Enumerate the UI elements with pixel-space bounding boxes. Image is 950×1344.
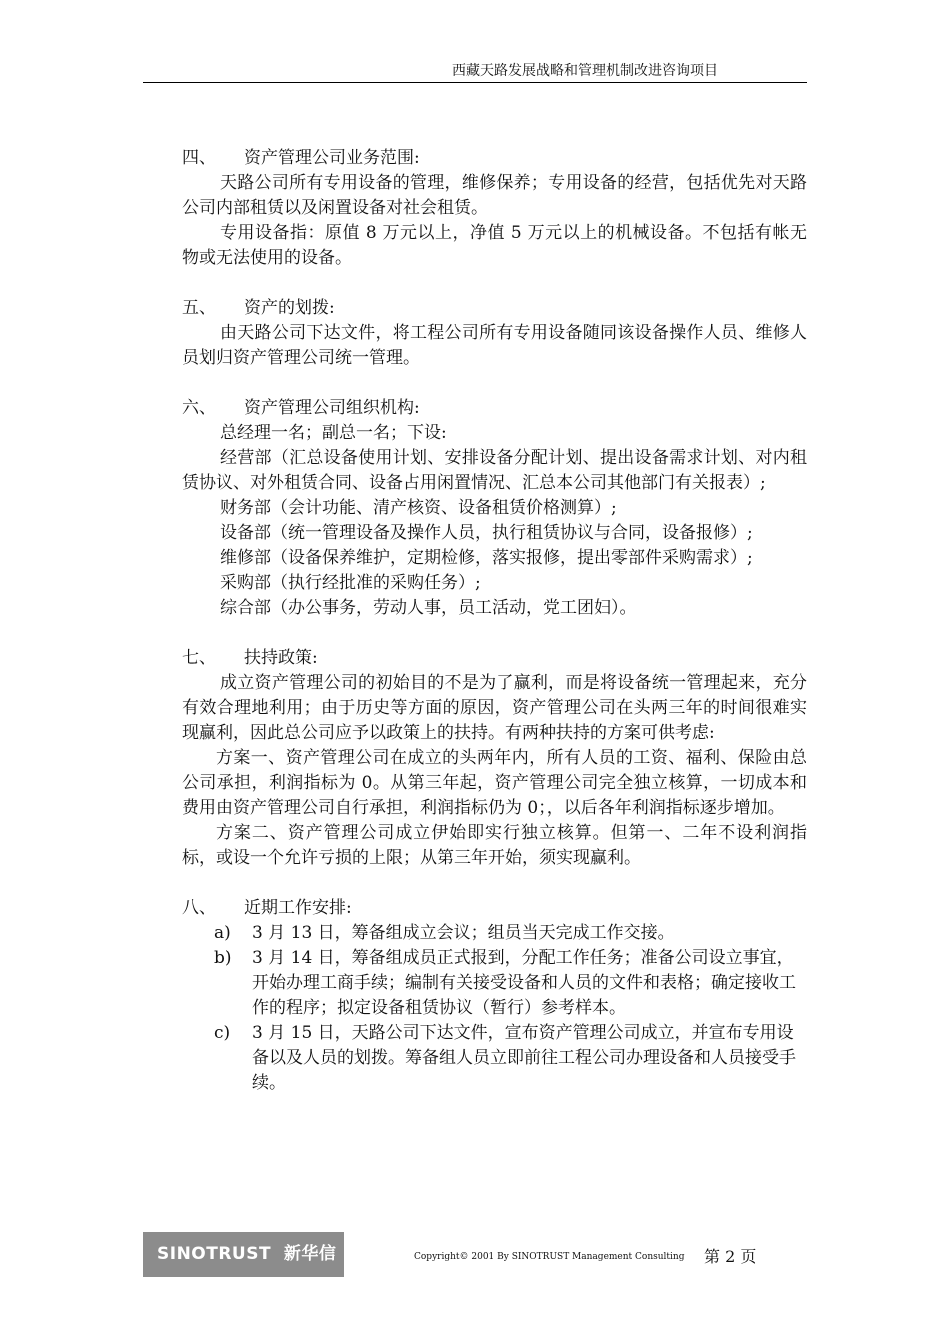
document-body — [182, 146, 807, 1096]
list-item — [182, 946, 807, 1021]
department-line: 经营部（汇总设备使用计划、安排设备分配计划、提出设备需求计划、对内租赁协议、对外租赁合同、设备占用闲置情况、汇总本公司其他部门有关报表）; — [182, 448, 807, 493]
department-line: 设备部（统一管理设备及操作人员，执行租赁协议与合同，设备报修）; — [220, 523, 753, 543]
org-line: 总经理一名；副总一名；下设: — [220, 423, 447, 443]
paragraph: 由天路公司下达文件，将工程公司所有专用设备随同该设备操作人员、维修人员划归资产管理公司统一管理。 — [182, 323, 807, 368]
section-number: 五、 — [182, 298, 216, 318]
section-title: 扶持政策: — [244, 648, 318, 668]
section-7-heading — [182, 646, 807, 671]
section-number: 八、 — [182, 898, 216, 918]
page-number: 第 2 页 — [704, 1247, 757, 1266]
company-logo: SINOTRUST 新华信 — [143, 1232, 344, 1277]
paragraph: 天路公司所有专用设备的管理，维修保养；专用设备的经营，包括优先对天路公司内部租赁以及闲置设备对社会租赁。 — [182, 173, 807, 218]
section-title: 资产管理公司组织机构: — [244, 398, 420, 418]
list-item — [182, 921, 807, 946]
list-marker: b) — [214, 948, 232, 968]
department-line: 采购部（执行经批准的采购任务）; — [220, 573, 481, 593]
section-5-heading — [182, 296, 807, 321]
section-title: 近期工作安排: — [244, 898, 352, 918]
list-marker: a) — [214, 923, 231, 943]
list-item-text: 3 月 15 日，天路公司下达文件，宣布资产管理公司成立，并宣布专用设备以及人员的划拨。筹备组人员立即前往工程公司办理设备和人员接受手续。 — [252, 1023, 796, 1093]
section-6-heading — [182, 396, 807, 421]
list-item — [182, 1021, 807, 1096]
copyright-notice: Copyright© 2001 By SINOTRUST Management Consulting — [414, 1252, 685, 1262]
section-title: 资产的划拨: — [244, 298, 335, 318]
list-marker: c) — [214, 1023, 231, 1043]
header-divider — [143, 82, 807, 83]
department-line: 财务部（会计功能、清产核资、设备租赁价格测算）; — [220, 498, 617, 518]
section-8-heading — [182, 896, 807, 921]
list-item-text: 3 月 14 日，筹备组成员正式报到，分配工作任务；准备公司设立事宜，开始办理工商手续；编制有关接受设备和人员的文件和表格；确定接收工作的程序；拟定设备租赁协议（暂行）参考样本。 — [252, 948, 796, 1018]
plan-one: 方案一、资产管理公司在成立的头两年内，所有人员的工资、福利、保险由总公司承担，利润指标为 0。从第三年起，资产管理公司完全独立核算，一切成本和费用由资产管理公司自行承担，利润指标仍为 0；，以后各年利润指标逐步增加。 — [182, 748, 807, 818]
section-4-heading — [182, 146, 807, 171]
section-title: 资产管理公司业务范围: — [244, 148, 420, 168]
section-number: 六、 — [182, 398, 216, 418]
section-number: 四、 — [182, 148, 216, 168]
paragraph: 专用设备指：原值 8 万元以上，净值 5 万元以上的机械设备。不包括有帐无物或无法使用的设备。 — [182, 223, 807, 268]
list-item-text: 3 月 13 日，筹备组成立会议；组员当天完成工作交接。 — [252, 923, 675, 943]
department-line: 综合部（办公事务，劳动人事，员工活动，党工团妇）。 — [220, 598, 637, 618]
plan-two: 方案二、资产管理公司成立伊始即实行独立核算。但第一、二年不设利润指标，或设一个允许亏损的上限；从第三年开始，须实现赢利。 — [182, 823, 807, 868]
section-number: 七、 — [182, 648, 216, 668]
department-line: 维修部（设备保养维护，定期检修，落实报修，提出零部件采购需求）; — [220, 548, 753, 568]
header-title: 西藏天路发展战略和管理机制改进咨询项目 — [452, 63, 718, 79]
paragraph: 成立资产管理公司的初始目的不是为了赢利，而是将设备统一管理起来，充分有效合理地利用；由于历史等方面的原因，资产管理公司在头两三年的时间很难实现赢利，因此总公司应予以政策上的扶持。有两种扶持的方案可供考虑: — [182, 673, 807, 743]
